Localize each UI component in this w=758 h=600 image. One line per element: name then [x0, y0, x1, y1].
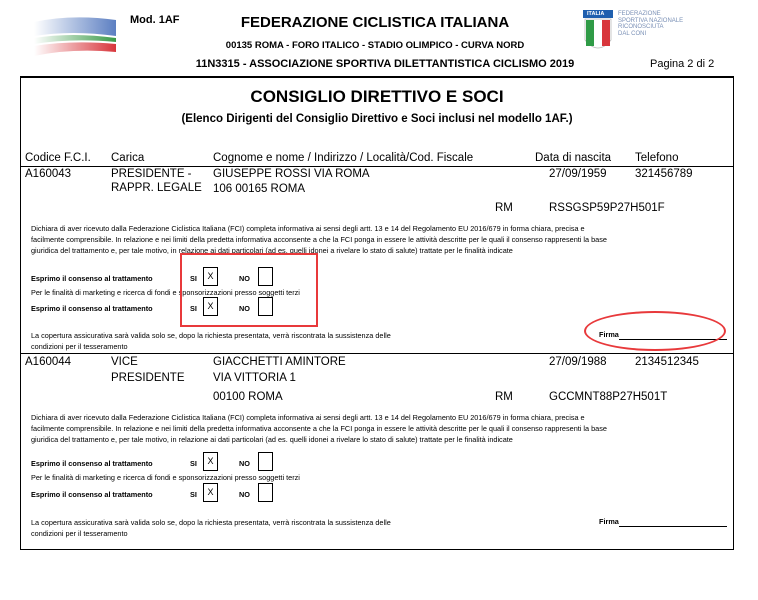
marketing-consent-question: Esprimo il consenso al trattamento: [31, 490, 153, 499]
column-header-role: Carica: [111, 152, 145, 164]
marketing-yes-label: SI: [190, 490, 197, 499]
member-address: 106 00165 ROMA: [213, 183, 306, 195]
member-divider: [21, 353, 733, 354]
member-fiscal-code: RSSGSP59P27H501F: [549, 202, 665, 214]
consent-yes-checkbox[interactable]: X: [203, 452, 218, 471]
form-model-label: Mod. 1AF: [130, 14, 180, 26]
marketing-yes-label: SI: [190, 304, 197, 313]
marketing-text: Per le finalità di marketing e ricerca di fondi e sponsorizzazioni presso soggetti terzi: [31, 288, 300, 297]
page-number: Pagina 2 di 2: [650, 58, 715, 70]
section-title: CONSIGLIO DIRETTIVO E SOCI: [250, 87, 504, 106]
marketing-consent-question: Esprimo il consenso al trattamento: [31, 304, 153, 313]
signature-label: Firma: [599, 330, 619, 339]
signature-line[interactable]: [619, 526, 727, 527]
divider: [21, 77, 733, 78]
consent-no-label: NO: [239, 274, 250, 283]
consent-yes-checkbox[interactable]: X: [203, 267, 218, 286]
member-province: RM: [495, 391, 513, 403]
member-role-line2: PRESIDENTE: [111, 372, 185, 384]
member-code: A160043: [25, 168, 72, 180]
marketing-yes-checkbox[interactable]: X: [203, 297, 218, 316]
consent-question: Esprimo il consenso al trattamento: [31, 274, 153, 283]
marketing-no-label: NO: [239, 304, 250, 313]
consent-text-line3: giuridica del trattamento e, per tale motivo, in relazione ai dati particolari (ad es. quelli idonei a rivelare lo stato di salute) trattate per le finalità indicate: [31, 246, 513, 255]
member-birthdate: 27/09/1959: [549, 168, 607, 180]
consent-yes-label: SI: [190, 459, 197, 468]
marketing-no-label: NO: [239, 490, 250, 499]
insurance-note-line2: condizioni per il tesseramento: [31, 342, 128, 351]
consent-text-line3: giuridica del trattamento e, per tale motivo, in relazione ai dati particolari (ad es. quelli idonei a rivelare lo stato di salute) trattate per le finalità indicate: [31, 435, 513, 444]
consent-text-line1: Dichiara di aver ricevuto dalla Federazione Ciclistica Italiana (FCI) completa informativa ai sensi degli artt. 13 e 14 del Regolamento EU 2016/679 in forma chiara, precisa e: [31, 413, 585, 422]
member-role-line1: PRESIDENTE -: [111, 168, 192, 180]
insurance-note-line1: La copertura assicurativa sarà valida solo se, dopo la richiesta presentata, verrà riscontrata la sussistenza delle: [31, 518, 391, 527]
member-code: A160044: [25, 356, 72, 368]
federation-title: FEDERAZIONE CICLISTICA ITALIANA: [240, 14, 510, 31]
column-header-phone: Telefono: [635, 152, 679, 164]
member-role-line1: VICE: [111, 356, 138, 368]
insurance-note-line1: La copertura assicurativa sarà valida solo se, dopo la richiesta presentata, verrà riscontrata la sussistenza delle: [31, 331, 391, 340]
coni-recognition-text: FEDERAZIONE SPORTIVA NAZIONALE RICONOSCIUTA DAL CONI: [618, 11, 684, 37]
member-address: VIA VITTORIA 1: [213, 372, 296, 384]
document-header: [20, 6, 734, 72]
member-name: GIUSEPPE ROSSI VIA ROMA: [213, 168, 370, 180]
member-birthdate: 27/09/1988: [549, 356, 607, 368]
section-subtitle: (Elenco Dirigenti del Consiglio Direttivo e Soci inclusi nel modello 1AF.): [181, 113, 573, 125]
marketing-no-checkbox[interactable]: [258, 483, 273, 502]
association-name: 11N3315 - ASSOCIAZIONE SPORTIVA DILETTANTISTICA CICLISMO 2019: [195, 58, 575, 70]
consent-question: Esprimo il consenso al trattamento: [31, 459, 153, 468]
member-phone: 321456789: [635, 168, 693, 180]
federation-address: 00135 ROMA - FORO ITALICO - STADIO OLIMPICO - CURVA NORD: [225, 40, 525, 51]
column-header-birth: Data di nascita: [535, 152, 612, 164]
member-role-line2: RAPPR. LEGALE: [111, 182, 202, 194]
consent-text-line1: Dichiara di aver ricevuto dalla Federazione Ciclistica Italiana (FCI) completa informativa ai sensi degli artt. 13 e 14 del Regolamento EU 2016/679 in forma chiara, precisa e: [31, 224, 585, 233]
consent-yes-label: SI: [190, 274, 197, 283]
highlight-signature-ellipse: [584, 311, 726, 351]
marketing-yes-checkbox[interactable]: X: [203, 483, 218, 502]
member-fiscal-code: GCCMNT88P27H501T: [549, 391, 668, 403]
highlight-consent-box: [180, 253, 318, 327]
consent-no-checkbox[interactable]: [258, 452, 273, 471]
consent-text-line2: facilmente comprensibile. In relazione e nei limiti della predetta informativa acconsente a che la FCI ponga in essere le attività descritte per le quali il consenso rappresenti la base: [31, 235, 607, 244]
marketing-text: Per le finalità di marketing e ricerca di fondi e sponsorizzazioni presso soggetti terzi: [31, 473, 300, 482]
insurance-note-line2: condizioni per il tesseramento: [31, 529, 128, 538]
column-header-code: Codice F.C.I.: [25, 152, 91, 164]
document-page: [20, 6, 734, 548]
fci-logo-icon: [32, 12, 118, 64]
member-phone: 2134512345: [635, 356, 699, 368]
consent-no-label: NO: [239, 459, 250, 468]
consent-text-line2: facilmente comprensibile. In relazione e nei limiti della predetta informativa acconsente a che la FCI ponga in essere le attività descritte per le quali il consenso rappresenti la base: [31, 424, 607, 433]
signature-label: Firma: [599, 517, 619, 526]
member-name: GIACCHETTI AMINTORE: [213, 356, 346, 368]
column-header-name: Cognome e nome / Indirizzo / Località/Cod. Fiscale: [213, 152, 474, 164]
member-city: 00100 ROMA: [213, 391, 283, 403]
member-province: RM: [495, 202, 513, 214]
coni-brand-label: ITALIA: [587, 11, 605, 17]
